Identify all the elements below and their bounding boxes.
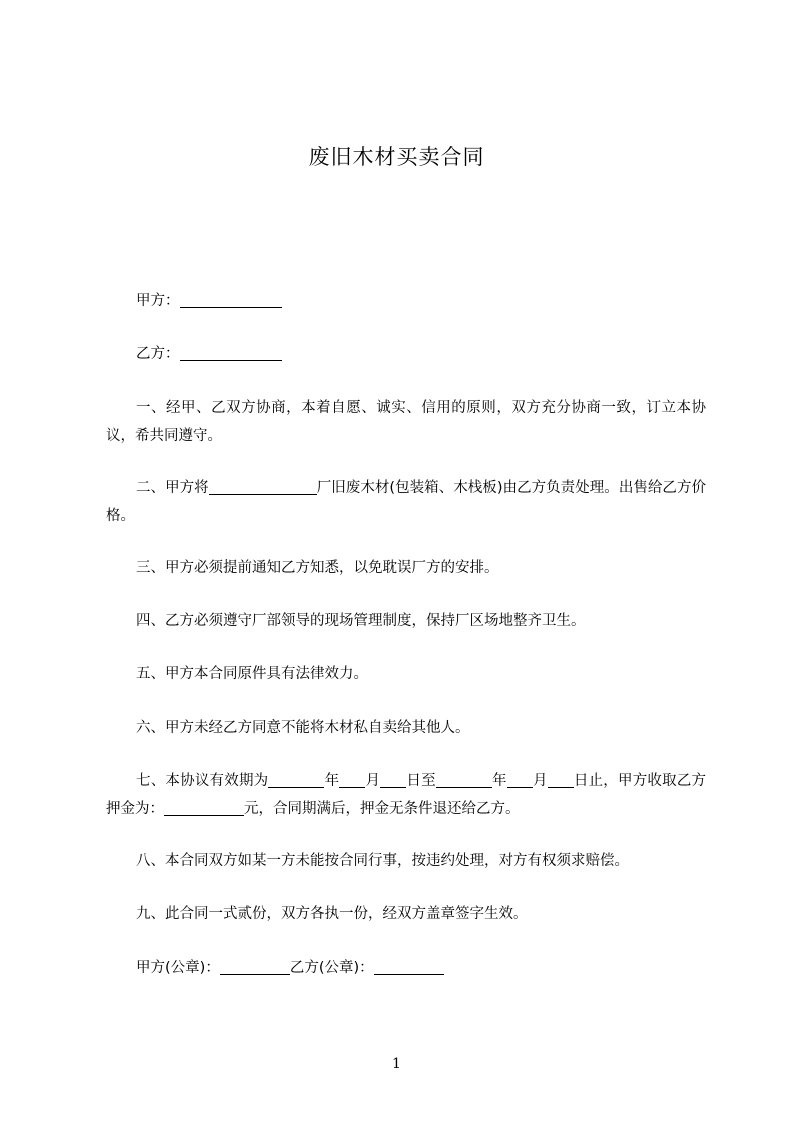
clause-5: 五、甲方本合同原件具有法律效力。 [136, 666, 368, 682]
clause-7-month: 月 [365, 773, 381, 789]
clause-7-month2: 月 [532, 773, 548, 789]
party-b-blank [180, 344, 282, 361]
factory-name-blank [209, 478, 317, 495]
party-b-label: 乙方： [136, 346, 180, 362]
clause-7-yuan: 元，合同期满后，押金无条件退还给乙方。 [244, 801, 520, 817]
clause-3: 三、甲方必须提前通知乙方知悉，以免耽误厂方的安排。 [136, 560, 499, 576]
end-year-blank [436, 771, 492, 788]
page-number: 1 [392, 1056, 401, 1072]
start-month-blank [339, 771, 365, 788]
clause-7-year: 年 [324, 773, 340, 789]
seal-a-label: 甲方(公章)： [136, 960, 220, 976]
seal-a-blank [220, 958, 290, 975]
clause-1: 一、经甲、乙双方协商，本着自愿、诚实、信用的原则，双方充分协商一致，订立本协议，希共同遵守。 [106, 400, 706, 444]
party-a-label: 甲方： [136, 293, 180, 309]
end-day-blank [548, 771, 574, 788]
clause-7-year2: 年 [491, 773, 507, 789]
clause-7-day-to: 日至 [406, 773, 436, 789]
clause-7 [106, 767, 706, 823]
clause-7-p1: 七、本协议有效期为 [136, 773, 269, 789]
clause-2 [106, 474, 706, 530]
clause-6: 六、甲方未经乙方同意不能将木材私自卖给其他人。 [136, 720, 470, 736]
clause-9: 九、此合同一式贰份，双方各执一份，经双方盖章签字生效。 [136, 906, 528, 922]
party-a-blank [180, 291, 282, 308]
start-day-blank [380, 771, 406, 788]
seal-b-label: 乙方(公章)： [289, 960, 374, 976]
clause-4: 四、乙方必须遵守厂部领导的现场管理制度，保持厂区场地整齐卫生。 [136, 613, 586, 629]
clause-7-day-end: 日止，甲方收取乙方押金为： [106, 773, 707, 817]
party-b-line [136, 340, 736, 368]
signature-line [136, 954, 736, 982]
clause-2-part1: 二、甲方将 [136, 480, 209, 496]
end-month-blank [507, 771, 533, 788]
document-title: 废旧木材买卖合同 [308, 145, 485, 169]
seal-b-blank [374, 958, 444, 975]
party-a-line [136, 287, 736, 315]
clause-2-part2: 厂旧废木材(包装箱、木栈板)由乙方负责处理。出售给乙方价格。 [106, 480, 707, 524]
clause-8: 八、本合同双方如某一方未能按合同行事，按违约处理，对方有权须求赔偿。 [136, 853, 629, 869]
deposit-blank [164, 799, 244, 816]
start-year-blank [268, 771, 324, 788]
